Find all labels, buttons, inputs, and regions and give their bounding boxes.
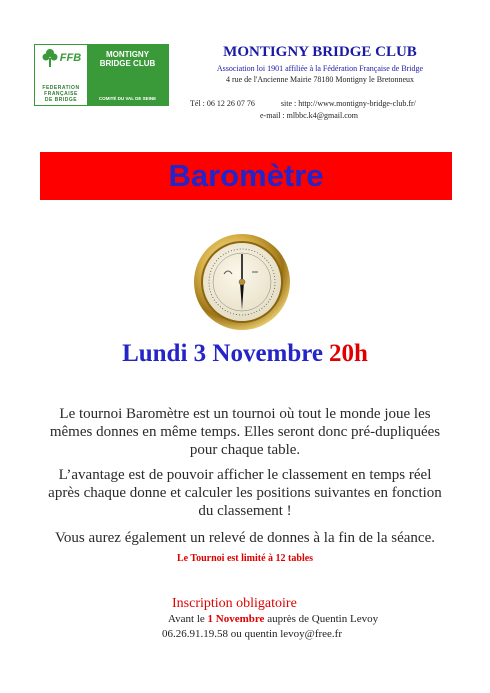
- banner-title: Baromètre: [168, 158, 324, 193]
- club-email-link[interactable]: e-mail : mlbbc.k4@gmail.com: [260, 111, 359, 120]
- ffb-club-logo: [34, 44, 169, 106]
- club-association: Association loi 1901 affiliée à la Fédération Française de Bridge: [216, 64, 424, 73]
- club-site-link[interactable]: site : http://www.montigny-bridge-club.fr/: [280, 99, 416, 108]
- inscription-deadline: Avant le 1 Novembre auprès de Quentin Levoy: [168, 613, 379, 625]
- inscription-title: Inscription obligatoire: [172, 596, 297, 611]
- club-phone: Tél : 06 12 26 07 76: [190, 99, 255, 108]
- logo-comite: COMITÉ DU VAL DE SEINE: [98, 96, 157, 101]
- contact-phone-site: [190, 99, 452, 108]
- ffb-text: FFB: [59, 52, 82, 64]
- club-address: 4 rue de l'Ancienne Mairie 78180 Montigny le Bretonneux: [225, 75, 415, 84]
- ffb-logo-panel: [35, 45, 87, 105]
- table-limit-notice: Le Tournoi est limité à 12 tables: [176, 553, 314, 564]
- event-date: [0, 340, 490, 368]
- tree-icon: [41, 48, 59, 68]
- description-paragraph-2: L’avantage est de pouvoir afficher le classement en temps réel après chaque donne et calculer les positions suivantes en fonction du classement !: [48, 467, 442, 519]
- federation-text: FEDERATION FRANÇAISE DE BRIDGE: [42, 85, 80, 103]
- club-name: MONTIGNY BRIDGE CLUB: [223, 44, 417, 60]
- description-paragraph-1: Le tournoi Baromètre est un tournoi où tout le monde joue les mêmes donnes en même temps. Elles seront donc pré-dupliquées pour chaque table.: [49, 406, 441, 458]
- description-paragraph-3: Vous aurez également un relevé de donnes à la fin de la séance.: [55, 530, 435, 546]
- event-day: Lundi 3 Novembre: [122, 340, 324, 367]
- club-logo-panel: [87, 45, 168, 105]
- inscription-contact: 06.26.91.19.58 ou quentin levoy@free.fr: [162, 628, 342, 640]
- event-time: 20h: [329, 340, 368, 367]
- logo-club-name: MONTIGNY BRIDGE CLUB: [99, 50, 156, 68]
- ffb-mark: [41, 48, 81, 68]
- barometer-icon: [192, 232, 292, 332]
- deadline-date: 1 Novembre: [207, 613, 265, 625]
- title-banner: [40, 152, 452, 200]
